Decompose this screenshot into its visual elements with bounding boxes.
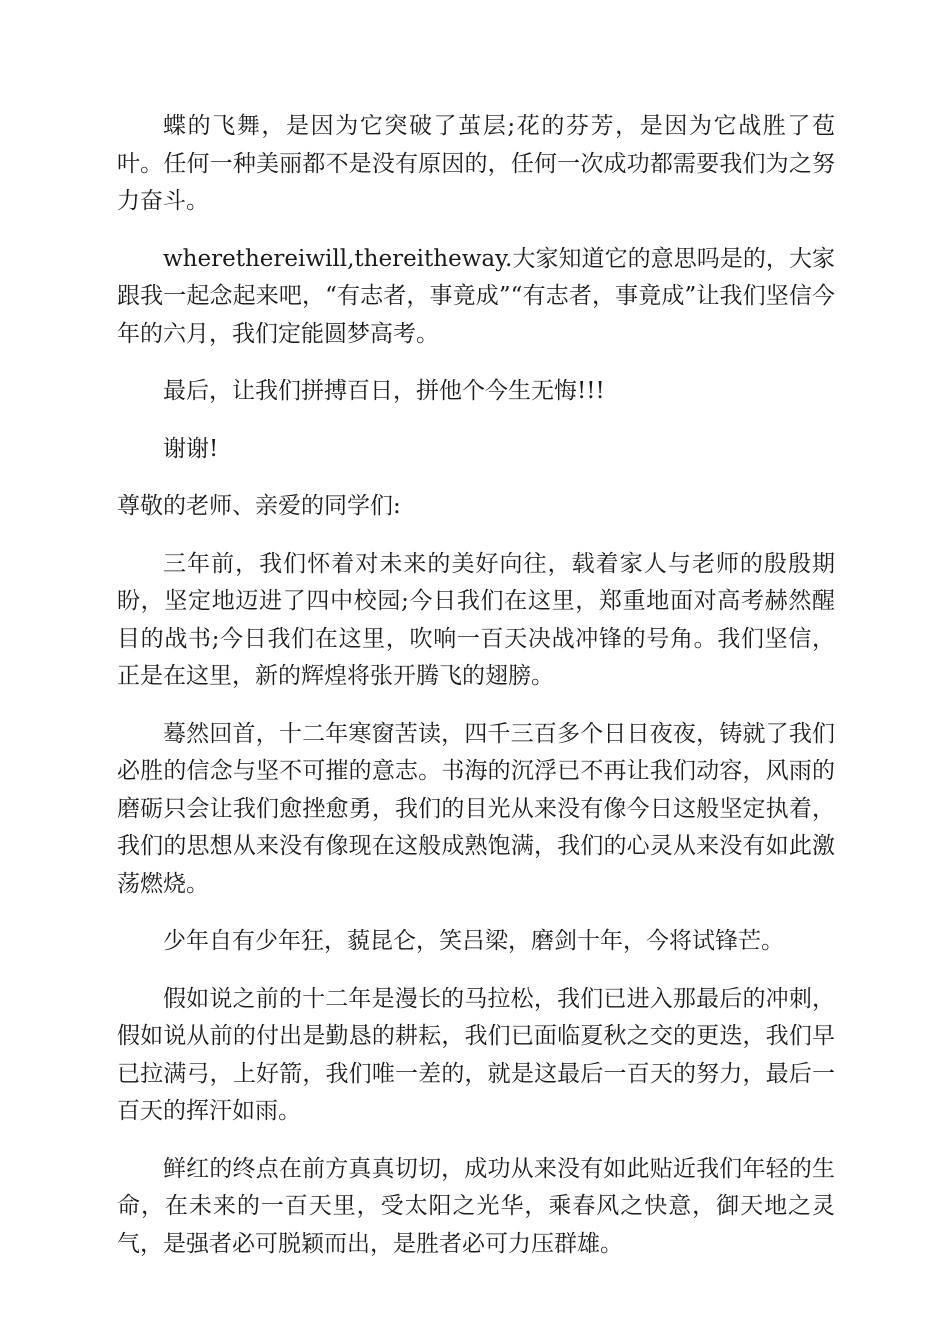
document-body (117, 108, 835, 1283)
paragraph: wherethereiwill,thereitheway.大家知道它的意思吗是的，大家跟我一起念起来吧，“有志者，事竟成”“有志者，事竟成”让我们坚信今年的六月，我们定能圆梦高考。 (117, 245, 835, 347)
paragraph: 鲜红的终点在前方真真切切，成功从来没有如此贴近我们年轻的生命，在未来的一百天里，受太阳之光华，乘春风之快意，御天地之灵气，是强者必可脱颖而出，是胜者必可力压群雄。 (117, 1155, 835, 1257)
paragraph: 蓦然回首，十二年寒窗苦读，四千三百多个日日夜夜，铸就了我们必胜的信念与坚不可摧的意志。书海的沉浮已不再让我们动容，风雨的磨砺只会让我们愈挫愈勇，我们的目光从来没有像今日这般坚定执着，我们的思想从来没有像现在这般成熟饱满，我们的心灵从来没有如此激荡燃烧。 (117, 720, 835, 897)
paragraph: 最后，让我们拼搏百日，拼他个今生无悔!!! (163, 378, 605, 404)
paragraph: 蝶的飞舞，是因为它突破了茧层;花的芬芳，是因为它战胜了苞叶。任何一种美丽都不是没有原因的，任何一次成功都需要我们为之努力奋斗。 (117, 113, 835, 214)
paragraph: 少年自有少年狂，藐昆仑，笑吕梁，磨剑十年，今将试锋芒。 (163, 928, 784, 954)
paragraph: 假如说之前的十二年是漫长的马拉松，我们已进入那最后的冲刺，假如说从前的付出是勤恳的耕耘，我们已面临夏秋之交的更迭，我们早已拉满弓，上好箭，我们唯一差的，就是这最后一百天的努力，最后一百天的挥汗如雨。 (117, 985, 835, 1124)
paragraph: 三年前，我们怀着对未来的美好向往，载着家人与老师的殷殷期盼，坚定地迈进了四中校园;今日我们在这里，郑重地面对高考赫然醒目的战书;今日我们在这里，吹响一百天决战冲锋的号角。我们坚信，正是在这里，新的辉煌将张开腾飞的翅膀。 (117, 550, 835, 689)
salutation: 尊敬的老师、亲爱的同学们: (117, 493, 401, 519)
paragraph: 谢谢! (163, 435, 219, 462)
